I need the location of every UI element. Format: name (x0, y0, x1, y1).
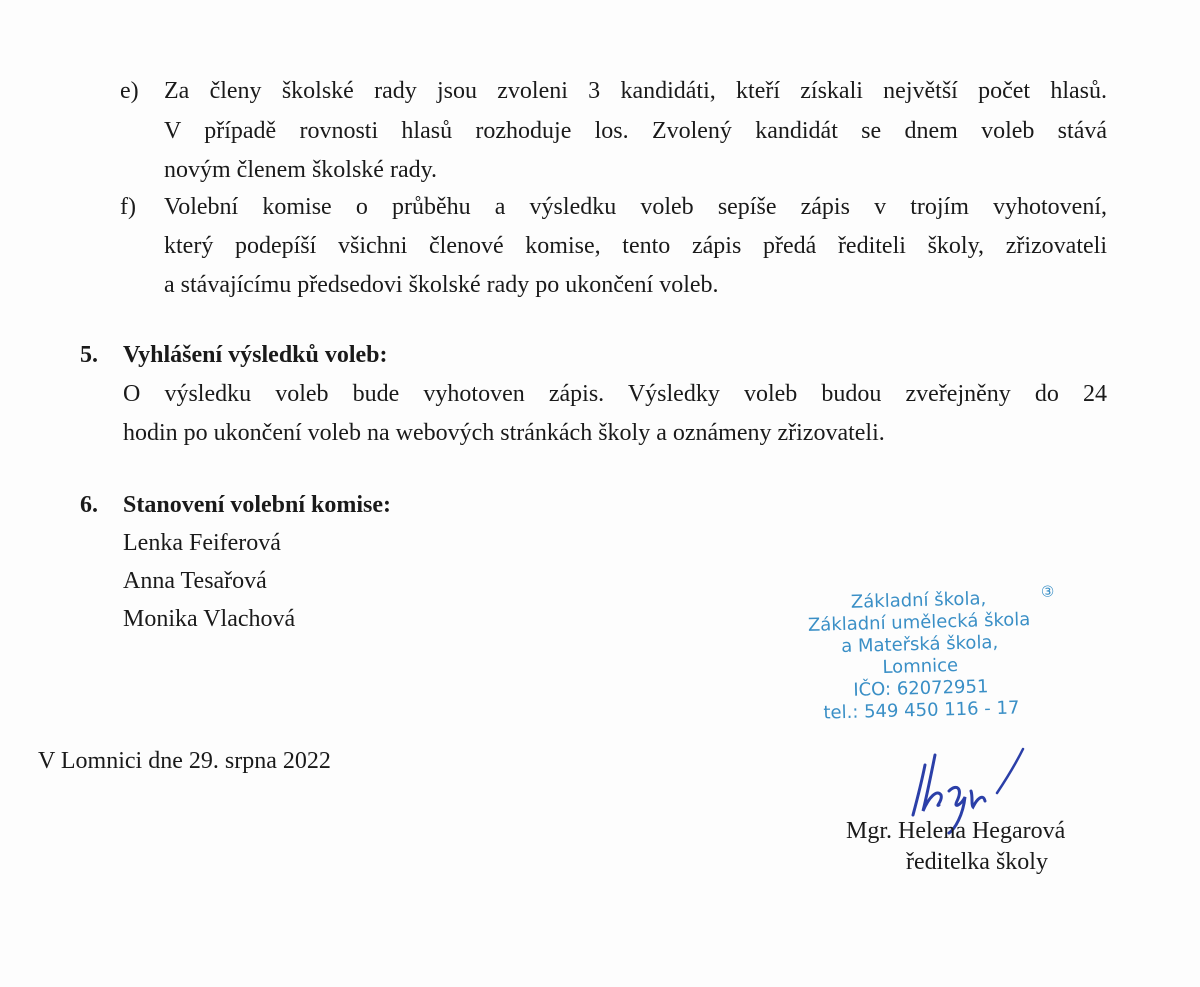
committee-member: Lenka Feiferová (123, 530, 281, 556)
stamp-line: a Mateřská škola, (840, 631, 999, 658)
stamp-line: Základní škola, (850, 588, 987, 613)
stamp-line: Základní umělecká škola (807, 609, 1031, 636)
section-5-number: 5. (80, 342, 98, 368)
item-e-line-1: Za členy školské rady jsou zvoleni 3 kandidáti, kteří získali největší počet hlasů. (164, 78, 1107, 104)
school-stamp (788, 582, 1055, 726)
item-f-line-1: Volební komise o průběhu a výsledku voleb sepíše zápis v trojím vyhotovení, (164, 194, 1107, 220)
item-e-line-3: novým členem školské rady. (164, 157, 438, 183)
committee-member: Anna Tesařová (123, 568, 267, 594)
signatory-name: Mgr. Helena Hegarová (846, 818, 1066, 844)
item-f-marker: f) (120, 194, 136, 220)
section-5-line-2: hodin po ukončení voleb na webových stránkách školy a oznámeny zřizovateli. (123, 420, 885, 446)
signatory-title: ředitelka školy (906, 849, 1048, 875)
stamp-line: tel.: 549 450 116 - 17 (823, 697, 1020, 724)
item-f-line-2: který podepíší všichni členové komise, tento zápis předá řediteli školy, zřizovateli (164, 233, 1107, 259)
item-f-line-3: a stávajícímu předsedovi školské rady po ukončení voleb. (164, 272, 719, 298)
item-e-marker: e) (120, 78, 139, 104)
stamp-line: Lomnice (882, 655, 959, 678)
item-e-line-2: V případě rovnosti hlasů rozhoduje los. Zvolený kandidát se dnem voleb stává (164, 118, 1107, 144)
stamp-line: IČO: 62072951 (853, 676, 989, 701)
committee-member: Monika Vlachová (123, 606, 296, 632)
section-6-number: 6. (80, 492, 98, 518)
section-5-title: Vyhlášení výsledků voleb: (123, 342, 388, 368)
section-6-title: Stanovení volební komise: (123, 492, 392, 518)
place-date: V Lomnici dne 29. srpna 2022 (38, 748, 331, 774)
section-5-line-1: O výsledku voleb bude vyhotoven zápis. Výsledky voleb budou zveřejněny do 24 (123, 381, 1107, 407)
stamp-number: ③ (1040, 582, 1055, 601)
